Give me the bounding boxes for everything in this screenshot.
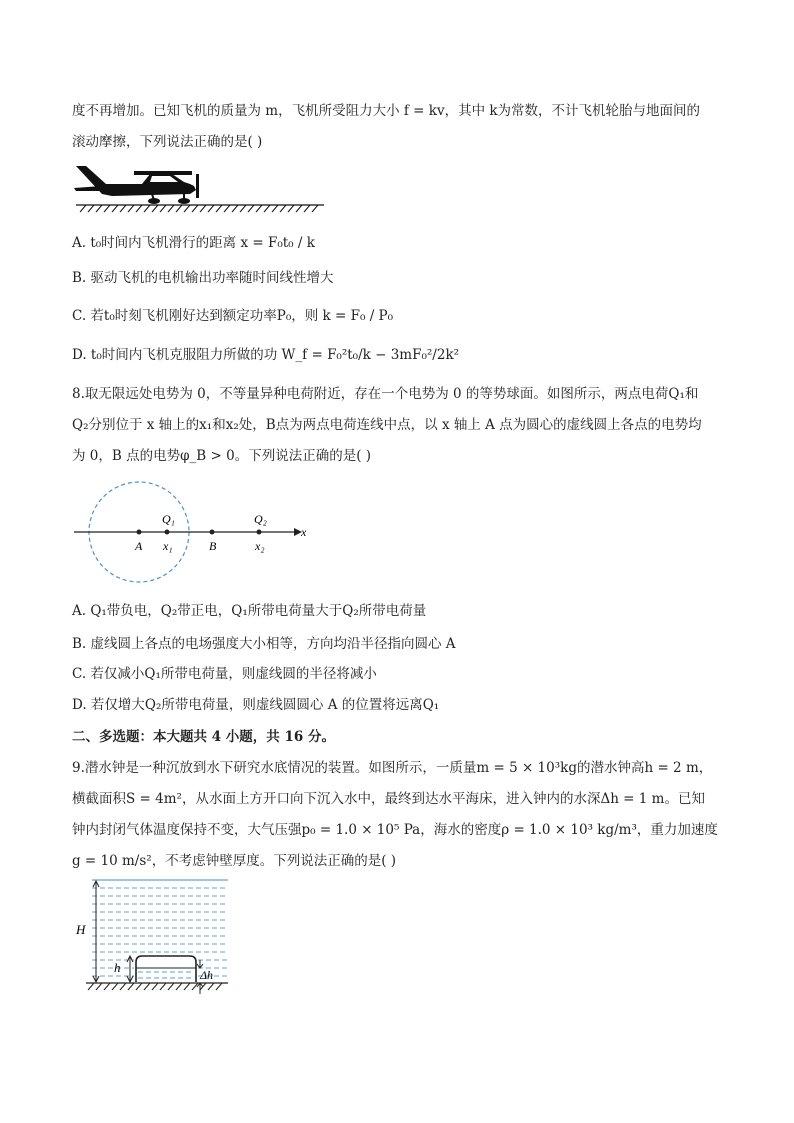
q7-option-c: C. 若t₀时刻飞机刚好达到额定功率P₀，则 k = F₀ / P₀ (72, 308, 394, 324)
q9-line4: g = 10 m/s²，不考虑钟壁厚度。下列说法正确的是( ) (72, 853, 397, 869)
label-x2: x₂ (255, 539, 265, 553)
charges-figure (72, 478, 322, 588)
label-delta-h: Δh (200, 968, 214, 982)
q7-intro-line2: 滚动摩擦，下列说法正确的是( ) (72, 134, 263, 150)
water-lines (92, 880, 228, 978)
label-q1: Q₁ (162, 512, 175, 526)
charge-q1 (165, 530, 170, 535)
q7-intro-line1: 度不再增加。已知飞机的质量为 m，飞机所受阻力大小 f = kv，其中 k为常数，不计飞机轮胎与地面间的 (72, 103, 701, 119)
q8-line2: Q₂分别位于 x 轴上的x₁和x₂处，B点为两点电荷连线中点，以 x 轴上 A 点为圆心的虚线圆上各点的电势均 (72, 417, 702, 433)
q8-option-a: A. Q₁带负电，Q₂带正电，Q₁所带电荷量大于Q₂所带电荷量 (72, 603, 427, 619)
airplane-icon (74, 166, 199, 204)
q9-line1: 9.潜水钟是一种沉放到水下研究水底情况的装置。如图所示，一质量m = 5 × 10³kg的潜水钟高h = 2 m， (72, 760, 713, 776)
ground-hatch-2 (86, 983, 228, 990)
label-a: A (135, 539, 143, 553)
q7-option-d: D. t₀时间内飞机克服阻力所做的功 W_f = F₀²t₀/k − 3mF₀²/2k² (72, 347, 460, 363)
charge-q2 (257, 530, 262, 535)
q9-line3: 钟内封闭气体温度保持不变，大气压强p₀ = 1.0 × 10⁵ Pa，海水的密度ρ = 1.0 × 10³ kg/m³，重力加速度 (72, 822, 718, 838)
label-h-total: H (76, 922, 86, 937)
dimension-h-bell (127, 956, 133, 982)
section2-heading: 二、多选题：本大题共 4 小题，共 16 分。 (72, 729, 335, 745)
point-b (210, 530, 215, 535)
q8-option-c: C. 若仅减小Q₁所带电荷量，则虚线圆的半径将减小 (72, 666, 377, 682)
label-h-bell: h (114, 960, 121, 975)
q9-line2: 横截面积S = 4m²，从水面上方开口向下沉入水中，最终到达水平海床，进入钟内的水深Δh = 1 m。已知 (72, 791, 705, 807)
label-q2: Q₂ (254, 512, 267, 526)
label-x1: x₁ (163, 539, 173, 553)
point-a (137, 530, 142, 535)
airplane-figure (72, 160, 332, 214)
ground-hatch (76, 205, 324, 212)
diving-bell-figure (72, 876, 232, 996)
q8-option-b: B. 虚线圆上各点的电场强度大小相等，方向均沿半径指向圆心 A (72, 636, 456, 652)
q7-option-b: B. 驱动飞机的电机输出功率随时间线性增大 (72, 270, 334, 286)
label-b: B (209, 539, 217, 553)
q7-option-a: A. t₀时间内飞机滑行的距离 x = F₀t₀ / k (72, 235, 315, 251)
q8-line1: 8.取无限远处电势为 0，不等量异种电荷附近，存在一个电势为 0 的等势球面。如图所示，两点电荷Q₁和 (72, 386, 699, 402)
q8-line3: 为 0，B 点的电势φ_B > 0。下列说法正确的是( ) (72, 448, 372, 464)
q8-option-d: D. 若仅增大Q₂所带电荷量，则虚线圆圆心 A 的位置将远离Q₁ (72, 697, 440, 713)
label-x: x (301, 525, 307, 539)
